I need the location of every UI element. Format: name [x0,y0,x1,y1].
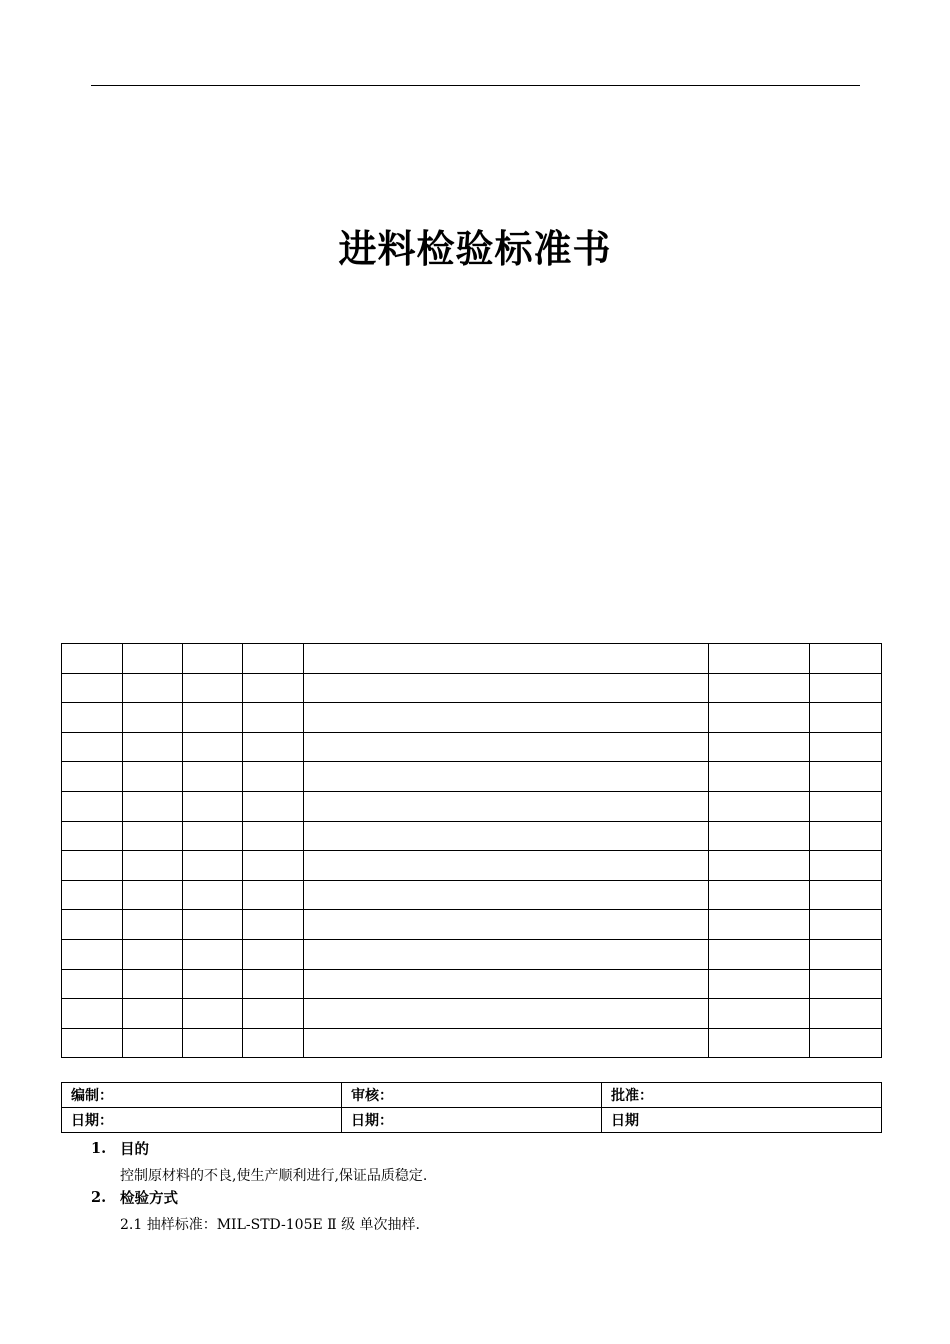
revision-cell[interactable] [123,703,183,733]
revision-cell[interactable] [304,999,709,1029]
revision-cell[interactable] [810,821,882,851]
revision-cell[interactable] [243,821,304,851]
revision-cell[interactable] [243,762,304,792]
revision-cell[interactable] [62,910,123,940]
revision-cell[interactable] [183,939,243,969]
prepared-by-field[interactable]: 编制： [62,1083,342,1108]
revision-cell[interactable] [183,851,243,881]
revision-cell[interactable] [304,762,709,792]
revision-cell[interactable] [123,732,183,762]
revision-cell[interactable] [709,999,810,1029]
revision-cell[interactable] [183,969,243,999]
revision-cell[interactable] [62,939,123,969]
revision-table [61,643,882,1058]
revision-cell[interactable] [243,880,304,910]
revision-row [62,673,882,703]
revision-cell[interactable] [62,673,123,703]
revision-cell[interactable] [243,939,304,969]
header-rule [91,85,860,86]
revision-cell[interactable] [183,703,243,733]
revision-cell[interactable] [243,732,304,762]
revision-cell[interactable] [810,851,882,881]
revision-cell[interactable] [243,791,304,821]
revision-cell[interactable] [243,644,304,674]
revision-cell[interactable] [123,1028,183,1058]
revision-cell[interactable] [243,910,304,940]
revision-row [62,851,882,881]
signoff-row-prepared [62,1083,882,1108]
revision-cell[interactable] [243,851,304,881]
section-title: 检验方式 [120,1191,178,1207]
revision-cell[interactable] [183,1028,243,1058]
revision-cell[interactable] [62,644,123,674]
revision-cell[interactable] [810,762,882,792]
revision-cell[interactable] [709,821,810,851]
section-purpose [91,1138,427,1185]
revision-row [62,939,882,969]
revision-cell[interactable] [709,732,810,762]
revision-cell[interactable] [243,673,304,703]
revision-cell[interactable] [62,732,123,762]
revision-cell[interactable] [709,791,810,821]
prepared-date-field[interactable]: 日期： [62,1108,342,1133]
revision-cell[interactable] [709,939,810,969]
revision-cell[interactable] [62,999,123,1029]
signoff-row-date [62,1108,882,1133]
revision-cell[interactable] [709,1028,810,1058]
revision-cell[interactable] [123,791,183,821]
revision-cell[interactable] [304,939,709,969]
document-title: 进料检验标准书 [338,227,612,271]
revision-cell[interactable] [243,999,304,1029]
section-body: 控制原材料的不良,使生产顺利进行,保证品质稳定. [120,1168,428,1184]
section-number: 1. [91,1140,107,1157]
revision-cell[interactable] [304,673,709,703]
revision-cell[interactable] [123,762,183,792]
revision-cell[interactable] [709,762,810,792]
revision-cell[interactable] [709,673,810,703]
signoff-table [61,1082,882,1133]
approved-by-field[interactable]: 批准： [602,1083,882,1108]
revision-cell[interactable] [709,910,810,940]
revision-cell[interactable] [304,732,709,762]
revision-cell[interactable] [183,673,243,703]
revision-cell[interactable] [62,703,123,733]
revision-cell[interactable] [123,644,183,674]
revision-cell[interactable] [123,851,183,881]
revision-cell[interactable] [123,880,183,910]
revision-row [62,644,882,674]
revision-cell[interactable] [304,791,709,821]
revision-cell[interactable] [810,939,882,969]
section-inspection-method [91,1187,420,1234]
revision-cell[interactable] [304,969,709,999]
revision-cell[interactable] [810,644,882,674]
revision-cell[interactable] [243,1028,304,1058]
revision-cell[interactable] [123,821,183,851]
revision-cell[interactable] [304,703,709,733]
revision-row [62,999,882,1029]
revision-cell[interactable] [183,791,243,821]
section-body: 2.1 抽样标准：MIL-STD-105E Ⅱ 级 单次抽样. [120,1217,421,1233]
revision-cell[interactable] [304,851,709,881]
revision-cell[interactable] [304,821,709,851]
reviewed-by-field[interactable]: 审核： [342,1083,602,1108]
revision-cell[interactable] [810,673,882,703]
revision-row [62,791,882,821]
revision-cell[interactable] [183,644,243,674]
revision-cell[interactable] [62,851,123,881]
revision-cell[interactable] [304,644,709,674]
section-heading [91,1138,427,1159]
revision-row [62,1028,882,1058]
reviewed-date-field[interactable]: 日期： [342,1108,602,1133]
revision-row [62,821,882,851]
revision-cell[interactable] [62,821,123,851]
revision-cell[interactable] [123,673,183,703]
revision-cell[interactable] [810,999,882,1029]
revision-row [62,880,882,910]
revision-cell[interactable] [810,732,882,762]
revision-cell[interactable] [183,821,243,851]
revision-cell[interactable] [709,703,810,733]
revision-cell[interactable] [183,732,243,762]
revision-cell[interactable] [123,939,183,969]
revision-cell[interactable] [810,880,882,910]
revision-cell[interactable] [183,880,243,910]
revision-cell[interactable] [304,880,709,910]
revision-cell[interactable] [810,703,882,733]
revision-cell[interactable] [62,1028,123,1058]
revision-cell[interactable] [810,969,882,999]
revision-row [62,969,882,999]
revision-cell[interactable] [709,851,810,881]
revision-cell[interactable] [123,969,183,999]
revision-cell[interactable] [810,1028,882,1058]
revision-cell[interactable] [304,910,709,940]
revision-cell[interactable] [709,969,810,999]
revision-row [62,732,882,762]
section-heading [91,1187,420,1208]
revision-cell[interactable] [183,762,243,792]
revision-cell[interactable] [810,791,882,821]
section-title: 目的 [120,1142,149,1158]
revision-table-body [62,644,882,1058]
revision-cell[interactable] [810,910,882,940]
revision-cell[interactable] [183,910,243,940]
revision-cell[interactable] [709,644,810,674]
revision-cell[interactable] [62,791,123,821]
revision-cell[interactable] [243,969,304,999]
revision-cell[interactable] [62,969,123,999]
revision-cell[interactable] [243,703,304,733]
approved-date-field[interactable]: 日期 [602,1108,882,1133]
revision-cell[interactable] [183,999,243,1029]
revision-row [62,762,882,792]
revision-cell[interactable] [709,880,810,910]
section-number: 2. [91,1189,107,1206]
revision-cell[interactable] [304,1028,709,1058]
revision-cell[interactable] [62,762,123,792]
revision-cell[interactable] [123,999,183,1029]
revision-cell[interactable] [62,880,123,910]
revision-cell[interactable] [123,910,183,940]
revision-row [62,910,882,940]
revision-row [62,703,882,733]
